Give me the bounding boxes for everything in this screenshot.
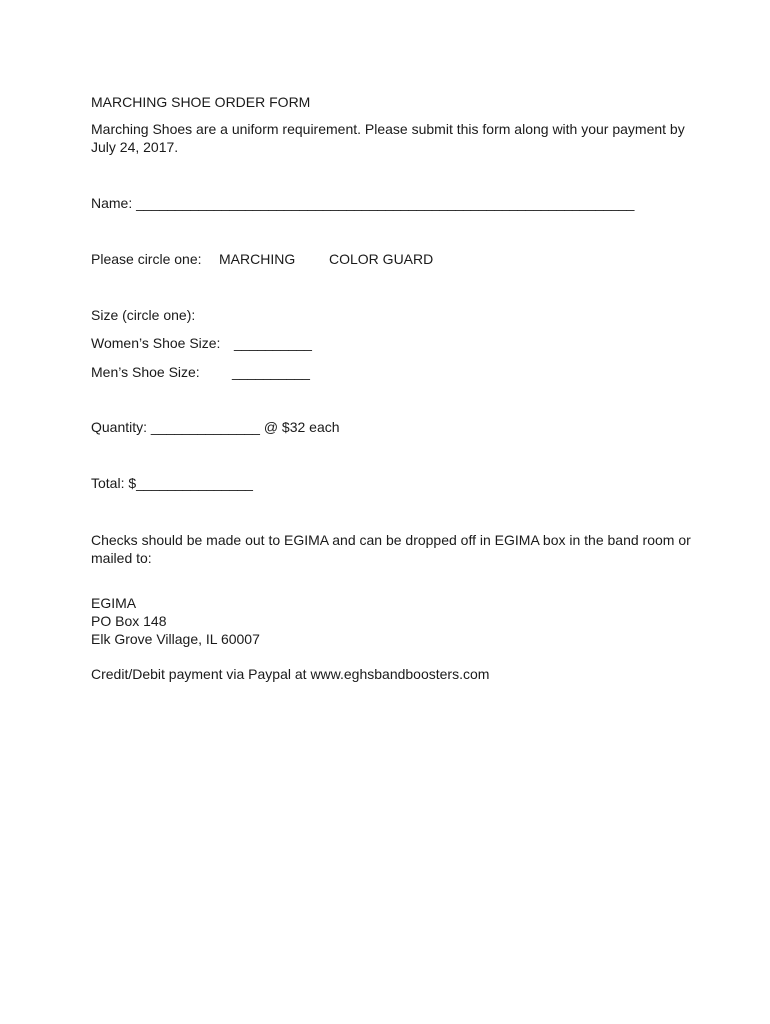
circle-one-label: Please circle one: (91, 251, 202, 267)
name-line: Name: ________________________________________________________________ (91, 195, 635, 211)
intro-paragraph: Marching Shoes are a uniform requirement. Please submit this form along with your payment by July 24, 2017. (91, 121, 685, 155)
option-color-guard: COLOR GUARD (329, 251, 434, 267)
size-heading: Size (circle one): (91, 307, 196, 323)
address-line-2: PO Box 148 (91, 613, 167, 629)
paypal-note: Credit/Debit payment via Paypal at www.eghsbandboosters.com (91, 666, 490, 682)
mens-size-label: Men’s Shoe Size: (91, 364, 200, 380)
womens-size-label: Women’s Shoe Size: (91, 335, 221, 351)
total-line: Total: $_______________ (91, 475, 253, 491)
womens-size-blank: __________ (234, 335, 312, 351)
option-marching: MARCHING (219, 251, 296, 267)
checks-note: Checks should be made out to EGIMA and can be dropped off in EGIMA box in the band room or mailed to: (91, 532, 691, 566)
mens-size-blank: __________ (232, 364, 310, 380)
address-line-1: EGIMA (91, 595, 137, 611)
form-title: MARCHING SHOE ORDER FORM (91, 94, 311, 110)
quantity-line: Quantity: ______________ @ $32 each (91, 419, 340, 435)
address-line-3: Elk Grove Village, IL 60007 (91, 631, 260, 647)
